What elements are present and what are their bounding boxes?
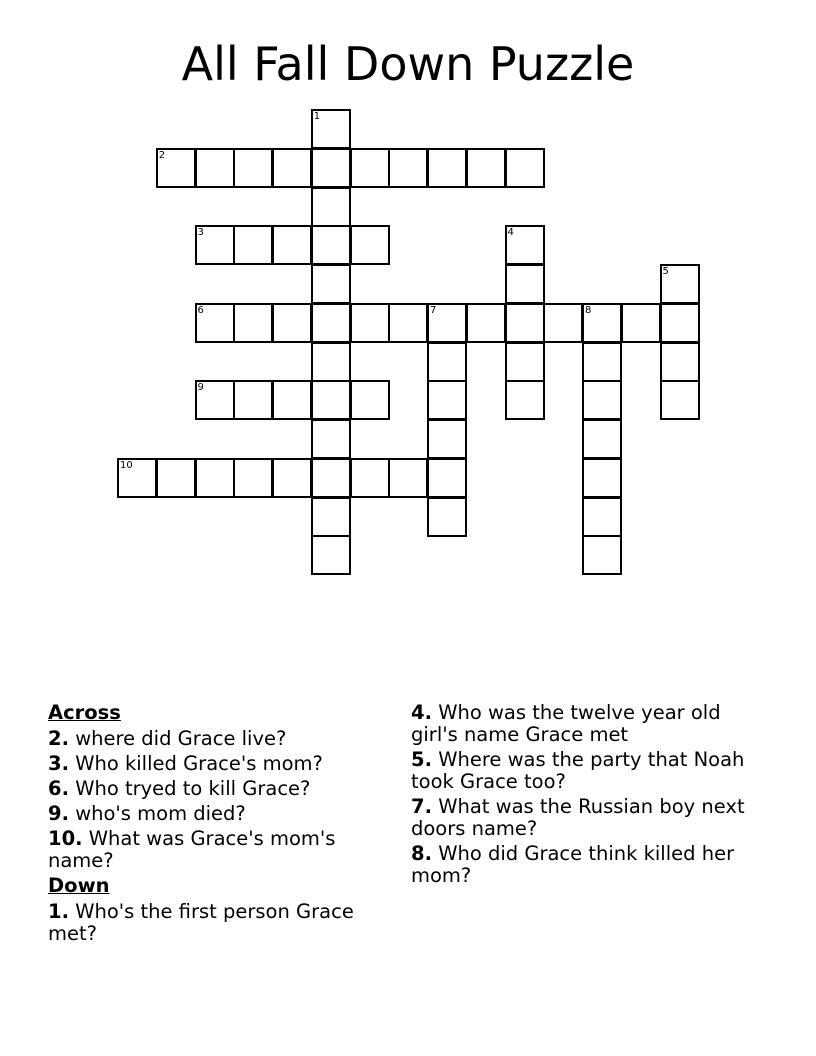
cell-number: 2 [158, 149, 166, 161]
grid-cell[interactable] [543, 303, 583, 343]
grid-cell[interactable] [505, 303, 545, 343]
clue-across-2 [48, 728, 378, 750]
grid-cell[interactable] [582, 303, 622, 343]
grid-cell[interactable] [311, 342, 351, 382]
cell-number: 4 [507, 227, 514, 239]
grid-cell[interactable] [388, 458, 428, 498]
grid-cell[interactable] [195, 458, 235, 498]
grid-cell[interactable] [582, 535, 622, 575]
clue-number: 3. [48, 752, 69, 775]
cell-number: 8 [585, 304, 592, 316]
grid-cell[interactable] [427, 303, 467, 343]
grid-cell[interactable] [427, 342, 467, 382]
grid-cell[interactable] [350, 225, 390, 265]
clue-across-10 [48, 828, 378, 872]
grid-cell[interactable] [195, 303, 235, 343]
grid-cell[interactable] [582, 458, 622, 498]
grid-cell[interactable] [117, 458, 157, 498]
grid-cell[interactable] [156, 458, 196, 498]
down-heading: Down [48, 874, 110, 897]
grid-cell[interactable] [233, 303, 273, 343]
grid-cell[interactable] [427, 419, 467, 459]
grid-cell[interactable] [195, 380, 235, 420]
grid-cell[interactable] [505, 148, 545, 188]
cell-number: 7 [430, 304, 437, 316]
clue-across-3 [48, 753, 378, 775]
clue-number: 8. [411, 842, 432, 865]
cell-number: 6 [197, 304, 204, 316]
clue-down-4 [411, 702, 761, 746]
clue-text: Who's the first person Grace met? [48, 900, 354, 945]
grid-cell[interactable] [660, 342, 700, 382]
clue-text: What was the Russian boy next doors name? [411, 795, 745, 840]
grid-cell[interactable] [272, 148, 312, 188]
clue-down-1 [48, 901, 378, 945]
clue-across-9 [48, 803, 378, 825]
clue-text: Who was the twelve year old girl's name Grace met [411, 701, 721, 746]
grid-cell[interactable] [233, 458, 273, 498]
grid-cell[interactable] [233, 148, 273, 188]
grid-cell[interactable] [350, 458, 390, 498]
grid-cell[interactable] [272, 303, 312, 343]
clue-text: Where was the party that Noah took Grace too? [411, 748, 745, 793]
grid-cell[interactable] [427, 148, 467, 188]
clue-text: where did Grace live? [75, 727, 287, 750]
cell-number: 1 [313, 111, 321, 122]
grid-cell[interactable] [466, 303, 506, 343]
cell-number: 9 [197, 382, 204, 394]
grid-cell[interactable] [156, 148, 196, 188]
grid-cell[interactable] [311, 380, 351, 420]
grid-cell[interactable] [311, 303, 351, 343]
grid-cell[interactable] [660, 380, 700, 420]
grid-cell[interactable] [505, 342, 545, 382]
cell-number: 3 [197, 227, 204, 239]
clue-down-8 [411, 843, 761, 887]
grid-cell[interactable] [233, 380, 273, 420]
grid-cell[interactable] [195, 148, 235, 188]
grid-cell[interactable] [582, 419, 622, 459]
clue-number: 2. [48, 727, 69, 750]
clue-text: Who killed Grace's mom? [75, 752, 323, 775]
grid-cell[interactable] [505, 225, 545, 265]
clue-number: 10. [48, 827, 83, 850]
grid-cell[interactable] [388, 303, 428, 343]
cell-number: 5 [662, 266, 669, 277]
grid-cell[interactable] [621, 303, 661, 343]
clue-number: 7. [411, 795, 432, 818]
grid-cell[interactable] [272, 225, 312, 265]
grid-cell[interactable] [311, 109, 351, 149]
across-heading: Across [48, 701, 121, 724]
clue-number: 4. [411, 701, 432, 724]
grid-cell[interactable] [660, 303, 700, 343]
clues-left-column [48, 702, 378, 948]
grid-cell[interactable] [427, 458, 467, 498]
grid-cell[interactable] [582, 380, 622, 420]
grid-cell[interactable] [195, 225, 235, 265]
grid-cell[interactable] [311, 535, 351, 575]
clue-number: 6. [48, 777, 69, 800]
grid-cell[interactable] [350, 148, 390, 188]
clue-text: Who did Grace think killed her mom? [411, 842, 735, 887]
grid-cell[interactable] [350, 380, 390, 420]
clue-text: What was Grace's mom's name? [48, 827, 336, 872]
clue-text: who's mom died? [75, 802, 246, 825]
grid-cell[interactable] [311, 225, 351, 265]
grid-cell[interactable] [311, 264, 351, 304]
grid-cell[interactable] [388, 148, 428, 188]
grid-cell[interactable] [311, 187, 351, 227]
grid-cell[interactable] [427, 497, 467, 537]
grid-cell[interactable] [582, 497, 622, 537]
grid-cell[interactable] [272, 380, 312, 420]
clue-down-5 [411, 749, 761, 793]
clue-down-7 [411, 796, 761, 840]
grid-cell[interactable] [350, 303, 390, 343]
clue-number: 9. [48, 802, 69, 825]
clue-number: 5. [411, 748, 432, 771]
page-title: All Fall Down Puzzle [181, 37, 635, 91]
clue-number: 1. [48, 900, 69, 923]
grid-cell[interactable] [505, 380, 545, 420]
grid-cell[interactable] [466, 148, 506, 188]
cell-number: 10 [120, 459, 133, 471]
grid-cell[interactable] [311, 497, 351, 537]
grid-cell[interactable] [311, 458, 351, 498]
grid-cell[interactable] [427, 380, 467, 420]
grid-cell[interactable] [311, 148, 351, 188]
grid-cell[interactable] [311, 419, 351, 459]
clue-text: Who tryed to kill Grace? [75, 777, 311, 800]
grid-cell[interactable] [660, 264, 700, 304]
clue-across-6 [48, 778, 378, 800]
grid-cell[interactable] [505, 264, 545, 304]
grid-cell[interactable] [582, 342, 622, 382]
grid-cell[interactable] [272, 458, 312, 498]
grid-cell[interactable] [233, 225, 273, 265]
clues-right-column [411, 702, 761, 890]
